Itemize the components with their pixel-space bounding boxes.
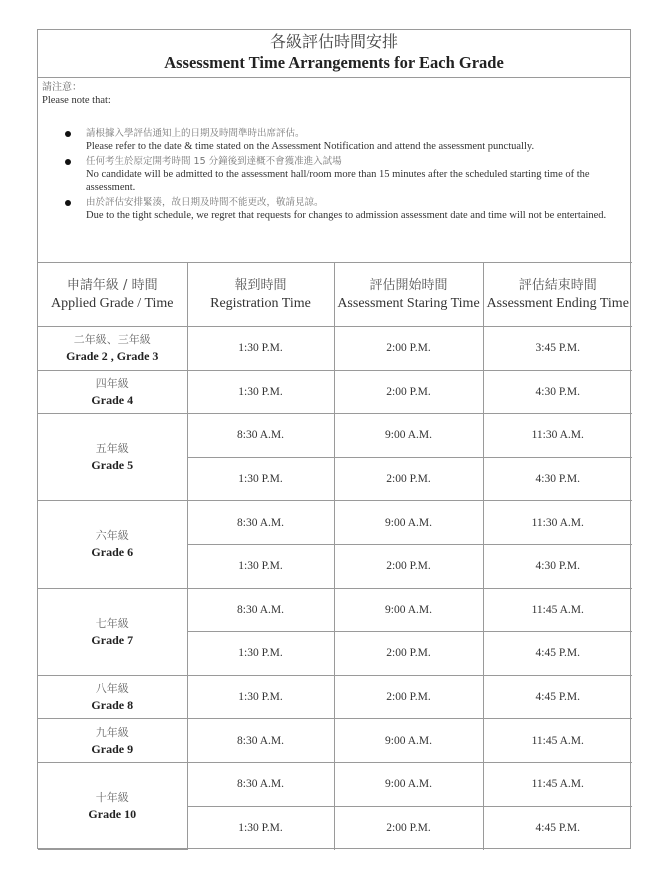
grade-chinese: 九年級 bbox=[95, 725, 129, 739]
title-chinese: 各級評估時間安排 bbox=[269, 32, 398, 51]
registration-time: 8:30 A.M. bbox=[187, 588, 334, 632]
note-item bbox=[42, 196, 626, 222]
registration-time: 1:30 P.M. bbox=[187, 457, 334, 501]
start-time: 2:00 P.M. bbox=[334, 457, 483, 501]
grade-chinese: 二年級、三年級 bbox=[73, 333, 151, 347]
table-row bbox=[38, 719, 632, 763]
end-time: 11:45 A.M. bbox=[483, 719, 632, 763]
start-time: 2:00 P.M. bbox=[334, 632, 483, 676]
start-time: 2:00 P.M. bbox=[334, 806, 483, 850]
grade-english: Grade 8 bbox=[91, 698, 134, 713]
note-item bbox=[42, 127, 626, 153]
start-time: 9:00 A.M. bbox=[334, 501, 483, 545]
grade-english: Grade 2 , Grade 3 bbox=[66, 349, 159, 364]
end-time: 11:30 A.M. bbox=[483, 414, 632, 458]
notes-heading-chinese: 請注意： bbox=[42, 82, 82, 93]
header-chinese: 評估結束時間 bbox=[518, 277, 597, 293]
registration-time: 1:30 P.M. bbox=[187, 632, 334, 676]
grade-english: Grade 5 bbox=[91, 458, 134, 473]
notes-heading-english: Please note that: bbox=[42, 95, 111, 106]
header-chinese: 評估開始時間 bbox=[369, 277, 448, 293]
table-row bbox=[38, 414, 632, 458]
grade-chinese: 六年級 bbox=[95, 529, 129, 543]
grade-cell bbox=[38, 370, 187, 414]
registration-time: 1:30 P.M. bbox=[187, 806, 334, 850]
grade-chinese: 五年級 bbox=[95, 442, 129, 456]
title-block bbox=[38, 30, 630, 78]
registration-time: 1:30 P.M. bbox=[187, 327, 334, 371]
end-time: 11:45 A.M. bbox=[483, 762, 632, 806]
end-time: 11:45 A.M. bbox=[483, 588, 632, 632]
grade-chinese: 十年級 bbox=[95, 791, 129, 805]
notes-list bbox=[42, 127, 626, 222]
registration-time: 8:30 A.M. bbox=[187, 762, 334, 806]
grade-cell bbox=[38, 762, 187, 849]
grade-english: Grade 10 bbox=[88, 807, 137, 822]
note-english: Please refer to the date & time stated on the Assessment Notification and attend the assessment punctually. bbox=[86, 141, 535, 152]
note-item bbox=[42, 155, 626, 194]
end-time: 4:45 P.M. bbox=[483, 675, 632, 719]
end-time: 4:30 P.M. bbox=[483, 370, 632, 414]
header-english: Applied Grade / Time bbox=[51, 295, 174, 311]
header-english: Assessment Ending Time bbox=[486, 295, 629, 311]
header-chinese: 報到時間 bbox=[234, 277, 287, 293]
table-row bbox=[38, 327, 632, 371]
registration-time: 8:30 A.M. bbox=[187, 414, 334, 458]
title-english: Assessment Time Arrangements for Each Grade bbox=[164, 53, 504, 72]
grade-chinese: 八年級 bbox=[95, 682, 129, 696]
header-end-time bbox=[483, 263, 632, 327]
grade-cell bbox=[38, 719, 187, 763]
grade-chinese: 七年級 bbox=[95, 616, 129, 630]
note-english: Due to the tight schedule, we regret that requests for changes to admission assessment date and time will not be entertained. bbox=[86, 210, 607, 221]
registration-time: 8:30 A.M. bbox=[187, 501, 334, 545]
grade-chinese: 四年級 bbox=[95, 376, 129, 390]
header-applied-grade bbox=[38, 263, 187, 327]
start-time: 9:00 A.M. bbox=[334, 414, 483, 458]
grade-cell bbox=[38, 588, 187, 675]
notes-section bbox=[38, 78, 630, 263]
schedule-table bbox=[38, 262, 632, 850]
registration-time: 8:30 A.M. bbox=[187, 719, 334, 763]
assessment-schedule-document bbox=[37, 29, 631, 849]
end-time: 4:45 P.M. bbox=[483, 806, 632, 850]
start-time: 9:00 A.M. bbox=[334, 588, 483, 632]
end-time: 4:45 P.M. bbox=[483, 632, 632, 676]
bullet-icon bbox=[65, 159, 71, 165]
end-time: 4:30 P.M. bbox=[483, 544, 632, 588]
table-header-row bbox=[38, 263, 632, 327]
header-registration-time bbox=[187, 263, 334, 327]
start-time: 2:00 P.M. bbox=[334, 544, 483, 588]
end-time: 11:30 A.M. bbox=[483, 501, 632, 545]
header-english: Assessment Staring Time bbox=[337, 295, 480, 311]
table-row bbox=[38, 588, 632, 632]
grade-cell bbox=[38, 675, 187, 719]
table-row bbox=[38, 762, 632, 806]
bullet-icon bbox=[65, 200, 71, 206]
note-english: No candidate will be admitted to the assessment hall/room more than 15 minutes after the scheduled starting time of the assessment. bbox=[86, 169, 590, 193]
grade-english: Grade 6 bbox=[91, 545, 134, 560]
registration-time: 1:30 P.M. bbox=[187, 370, 334, 414]
grade-english: Grade 7 bbox=[91, 632, 134, 647]
start-time: 2:00 P.M. bbox=[334, 327, 483, 371]
end-time: 4:30 P.M. bbox=[483, 457, 632, 501]
grade-cell bbox=[38, 327, 187, 371]
table-row bbox=[38, 501, 632, 545]
header-start-time bbox=[334, 263, 483, 327]
header-chinese: 申請年級 / 時間 bbox=[66, 277, 158, 293]
header-english: Registration Time bbox=[210, 295, 311, 311]
grade-english: Grade 9 bbox=[91, 741, 134, 756]
start-time: 9:00 A.M. bbox=[334, 719, 483, 763]
start-time: 2:00 P.M. bbox=[334, 370, 483, 414]
start-time: 2:00 P.M. bbox=[334, 675, 483, 719]
registration-time: 1:30 P.M. bbox=[187, 544, 334, 588]
note-chinese: 由於評估安排緊湊，故日期及時間不能更改，敬請見諒。 bbox=[86, 197, 324, 208]
note-chinese: 任何考生於原定開考時間 15 分鐘後到達概不會獲准進入試場 bbox=[86, 156, 342, 167]
bullet-icon bbox=[65, 131, 71, 137]
end-time: 3:45 P.M. bbox=[483, 327, 632, 371]
table-row bbox=[38, 370, 632, 414]
note-chinese: 請根據入學評估通知上的日期及時間準時出席評估。 bbox=[86, 128, 305, 139]
grade-english: Grade 4 bbox=[91, 392, 134, 407]
grade-cell bbox=[38, 501, 187, 588]
registration-time: 1:30 P.M. bbox=[187, 675, 334, 719]
grade-cell bbox=[38, 414, 187, 501]
table-row bbox=[38, 675, 632, 719]
start-time: 9:00 A.M. bbox=[334, 762, 483, 806]
